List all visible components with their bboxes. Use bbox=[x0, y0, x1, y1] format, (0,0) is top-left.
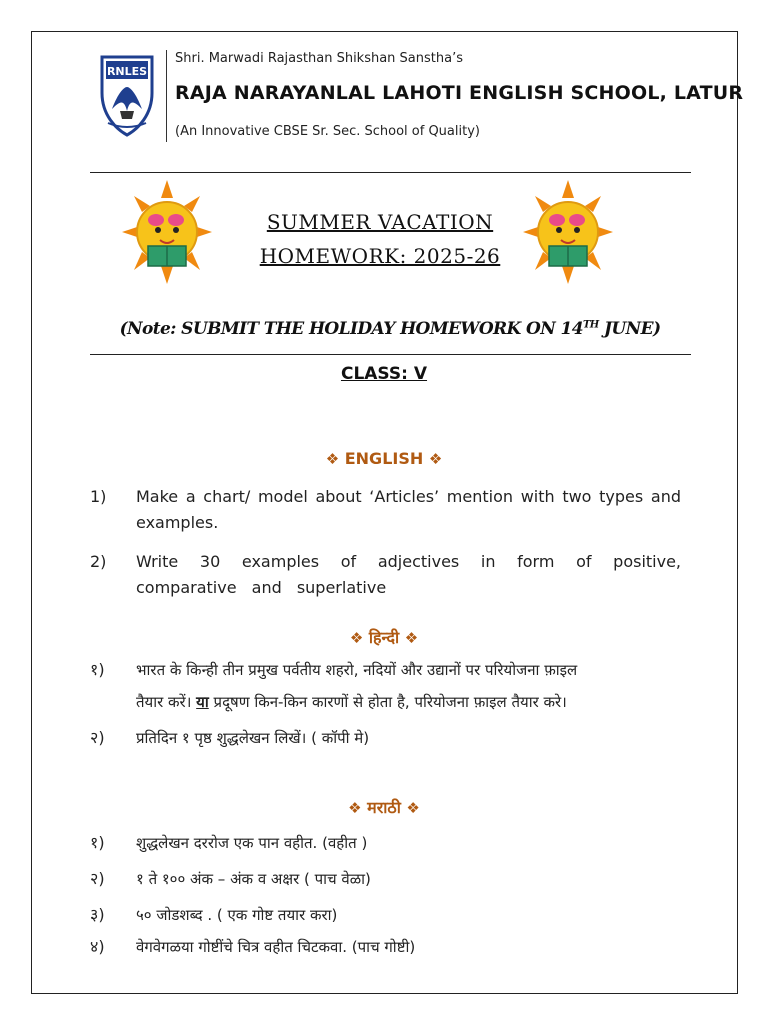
diamond-bullet-icon: ❖ bbox=[404, 629, 419, 647]
sanstha-name: Shri. Marwadi Rajasthan Shikshan Sanstha’s bbox=[175, 51, 463, 66]
diamond-bullet-icon: ❖ bbox=[428, 450, 443, 468]
logo-text: RNLES bbox=[106, 65, 148, 78]
note-rule bbox=[90, 354, 691, 355]
header-rule bbox=[90, 172, 691, 173]
sun-reading-icon bbox=[122, 180, 212, 290]
item-number: २) bbox=[90, 728, 105, 747]
section-heading-label: ENGLISH bbox=[344, 449, 424, 468]
item-text: शुद्धलेखन दररोज एक पान वहीत. (वहीत ) bbox=[136, 834, 368, 852]
diamond-bullet-icon: ❖ bbox=[406, 799, 420, 817]
section-heading-marathi bbox=[0, 796, 768, 818]
or-word: या bbox=[196, 693, 209, 711]
sun-reading-icon bbox=[523, 180, 613, 290]
item-text: वेगवेगळया गोष्टींचे चित्र वहीत चिटकवा. (पाच गोष्टी) bbox=[136, 938, 416, 956]
item-number: १) bbox=[90, 833, 105, 852]
school-name: RAJA NARAYANLAL LAHOTI ENGLISH SCHOOL, LATUR bbox=[175, 82, 744, 104]
note-superscript: TH bbox=[582, 319, 599, 331]
item-text-line2b: प्रदूषण किन-किन कारणों से होता है, परियोजना फ़ाइल तैयार करे। bbox=[208, 693, 567, 711]
diamond-bullet-icon: ❖ bbox=[348, 799, 362, 817]
header-divider bbox=[166, 50, 167, 142]
item-text-line1: भारत के किन्ही तीन प्रमुख पर्वतीय शहरो, नदियों और उद्यानों पर परियोजना फ़ाइल bbox=[136, 661, 578, 679]
school-crest-icon bbox=[98, 53, 156, 139]
item-text: प्रतिदिन १ पृष्ठ शुद्धलेखन लिखें। ( कॉपी मे) bbox=[136, 729, 370, 747]
section-heading-label: मराठी bbox=[367, 798, 401, 817]
note-text-end: JUNE) bbox=[598, 319, 661, 339]
item-text: १ ते १०० अंक – अंक व अक्षर ( पाच वेळा) bbox=[136, 870, 371, 888]
item-text-line2a: तैयार करें। bbox=[136, 693, 192, 711]
note-text: (Note: SUBMIT THE HOLIDAY HOMEWORK ON 14 bbox=[119, 319, 583, 339]
section-heading-hindi bbox=[0, 626, 768, 648]
school-tagline: (An Innovative CBSE Sr. Sec. School of Quality) bbox=[175, 124, 480, 139]
diamond-bullet-icon: ❖ bbox=[325, 450, 340, 468]
item-text: ५० जोडशब्द . ( एक गोष्ट तयार करा) bbox=[136, 906, 338, 924]
section-heading-english bbox=[0, 449, 768, 468]
item-text: Make a chart/ model about ‘Articles’ mention with two types and examples. bbox=[136, 487, 681, 532]
homework-title-line2: HOMEWORK: 2025-26 bbox=[259, 244, 501, 268]
submission-note bbox=[60, 319, 720, 339]
class-label: CLASS: V bbox=[340, 364, 428, 384]
section-heading-label: हिन्दी bbox=[368, 628, 400, 647]
item-number: ३) bbox=[90, 905, 105, 924]
item-number: ४) bbox=[90, 937, 105, 956]
item-number: १) bbox=[90, 660, 105, 679]
homework-title-line1: SUMMER VACATION bbox=[266, 210, 494, 234]
item-number: 2) bbox=[90, 552, 107, 571]
diamond-bullet-icon: ❖ bbox=[349, 629, 364, 647]
item-text: Write 30 examples of adjectives in form of positive, comparative and superlative bbox=[136, 552, 681, 597]
item-text bbox=[136, 654, 681, 718]
item-number: २) bbox=[90, 869, 105, 888]
item-number: 1) bbox=[90, 487, 107, 506]
